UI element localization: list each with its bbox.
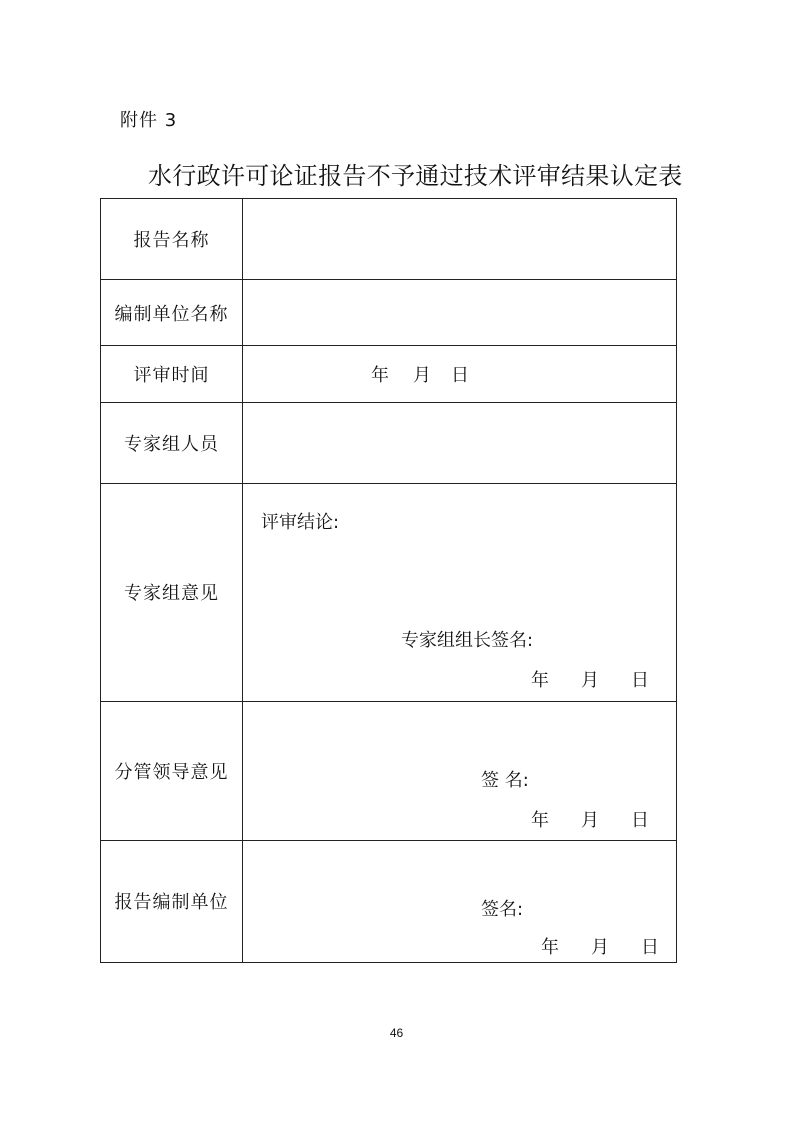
report-name-field[interactable]: [243, 199, 677, 280]
compiler-unit-label: 报告编制单位: [101, 840, 243, 962]
compiler-year: 年: [541, 936, 559, 958]
expert-members-label: 专家组人员: [101, 403, 243, 484]
compiler-month: 月: [591, 936, 609, 958]
expert-opinion-year: 年: [531, 670, 549, 692]
compiler-unit-field[interactable]: [243, 840, 677, 962]
row-compiler-unit-name: [101, 280, 677, 346]
leader-opinion-label: 分管领导意见: [101, 701, 243, 840]
leader-signature-label: 专家组组长签名:: [401, 630, 534, 652]
leader-opinion-month: 月: [581, 809, 599, 831]
review-result-form: [100, 198, 677, 963]
leader-opinion-day: 日: [631, 809, 649, 831]
compiler-unit-name-label: 编制单位名称: [101, 280, 243, 346]
row-expert-opinion: [101, 484, 677, 701]
expert-members-field[interactable]: [243, 403, 677, 484]
expert-opinion-day: 日: [631, 670, 649, 692]
review-time-year: 年: [371, 365, 389, 387]
leader-opinion-year: 年: [531, 809, 549, 831]
review-conclusion-label: 评审结论:: [261, 512, 340, 534]
row-compiler-unit: [101, 840, 677, 962]
row-report-name: [101, 199, 677, 280]
attachment-label: 附件 3: [120, 110, 178, 131]
report-name-label: 报告名称: [101, 199, 243, 280]
review-time-day: 日: [451, 365, 469, 387]
review-time-field[interactable]: [243, 346, 677, 403]
compiler-sign-label: 签名:: [481, 898, 524, 920]
row-expert-members: [101, 403, 677, 484]
expert-opinion-label: 专家组意见: [101, 484, 243, 701]
leader-sign-label: 签 名:: [481, 769, 529, 791]
row-review-time: [101, 346, 677, 403]
review-time-month: 月: [413, 365, 431, 387]
expert-opinion-field[interactable]: [243, 484, 677, 701]
row-leader-opinion: [101, 701, 677, 840]
review-time-label: 评审时间: [101, 346, 243, 403]
compiler-unit-name-field[interactable]: [243, 280, 677, 346]
leader-opinion-field[interactable]: [243, 701, 677, 840]
compiler-day: 日: [641, 936, 659, 958]
page-number: 46: [389, 1026, 404, 1040]
form-title: 水行政许可论证报告不予通过技术评审结果认定表: [148, 162, 683, 190]
expert-opinion-month: 月: [581, 670, 599, 692]
